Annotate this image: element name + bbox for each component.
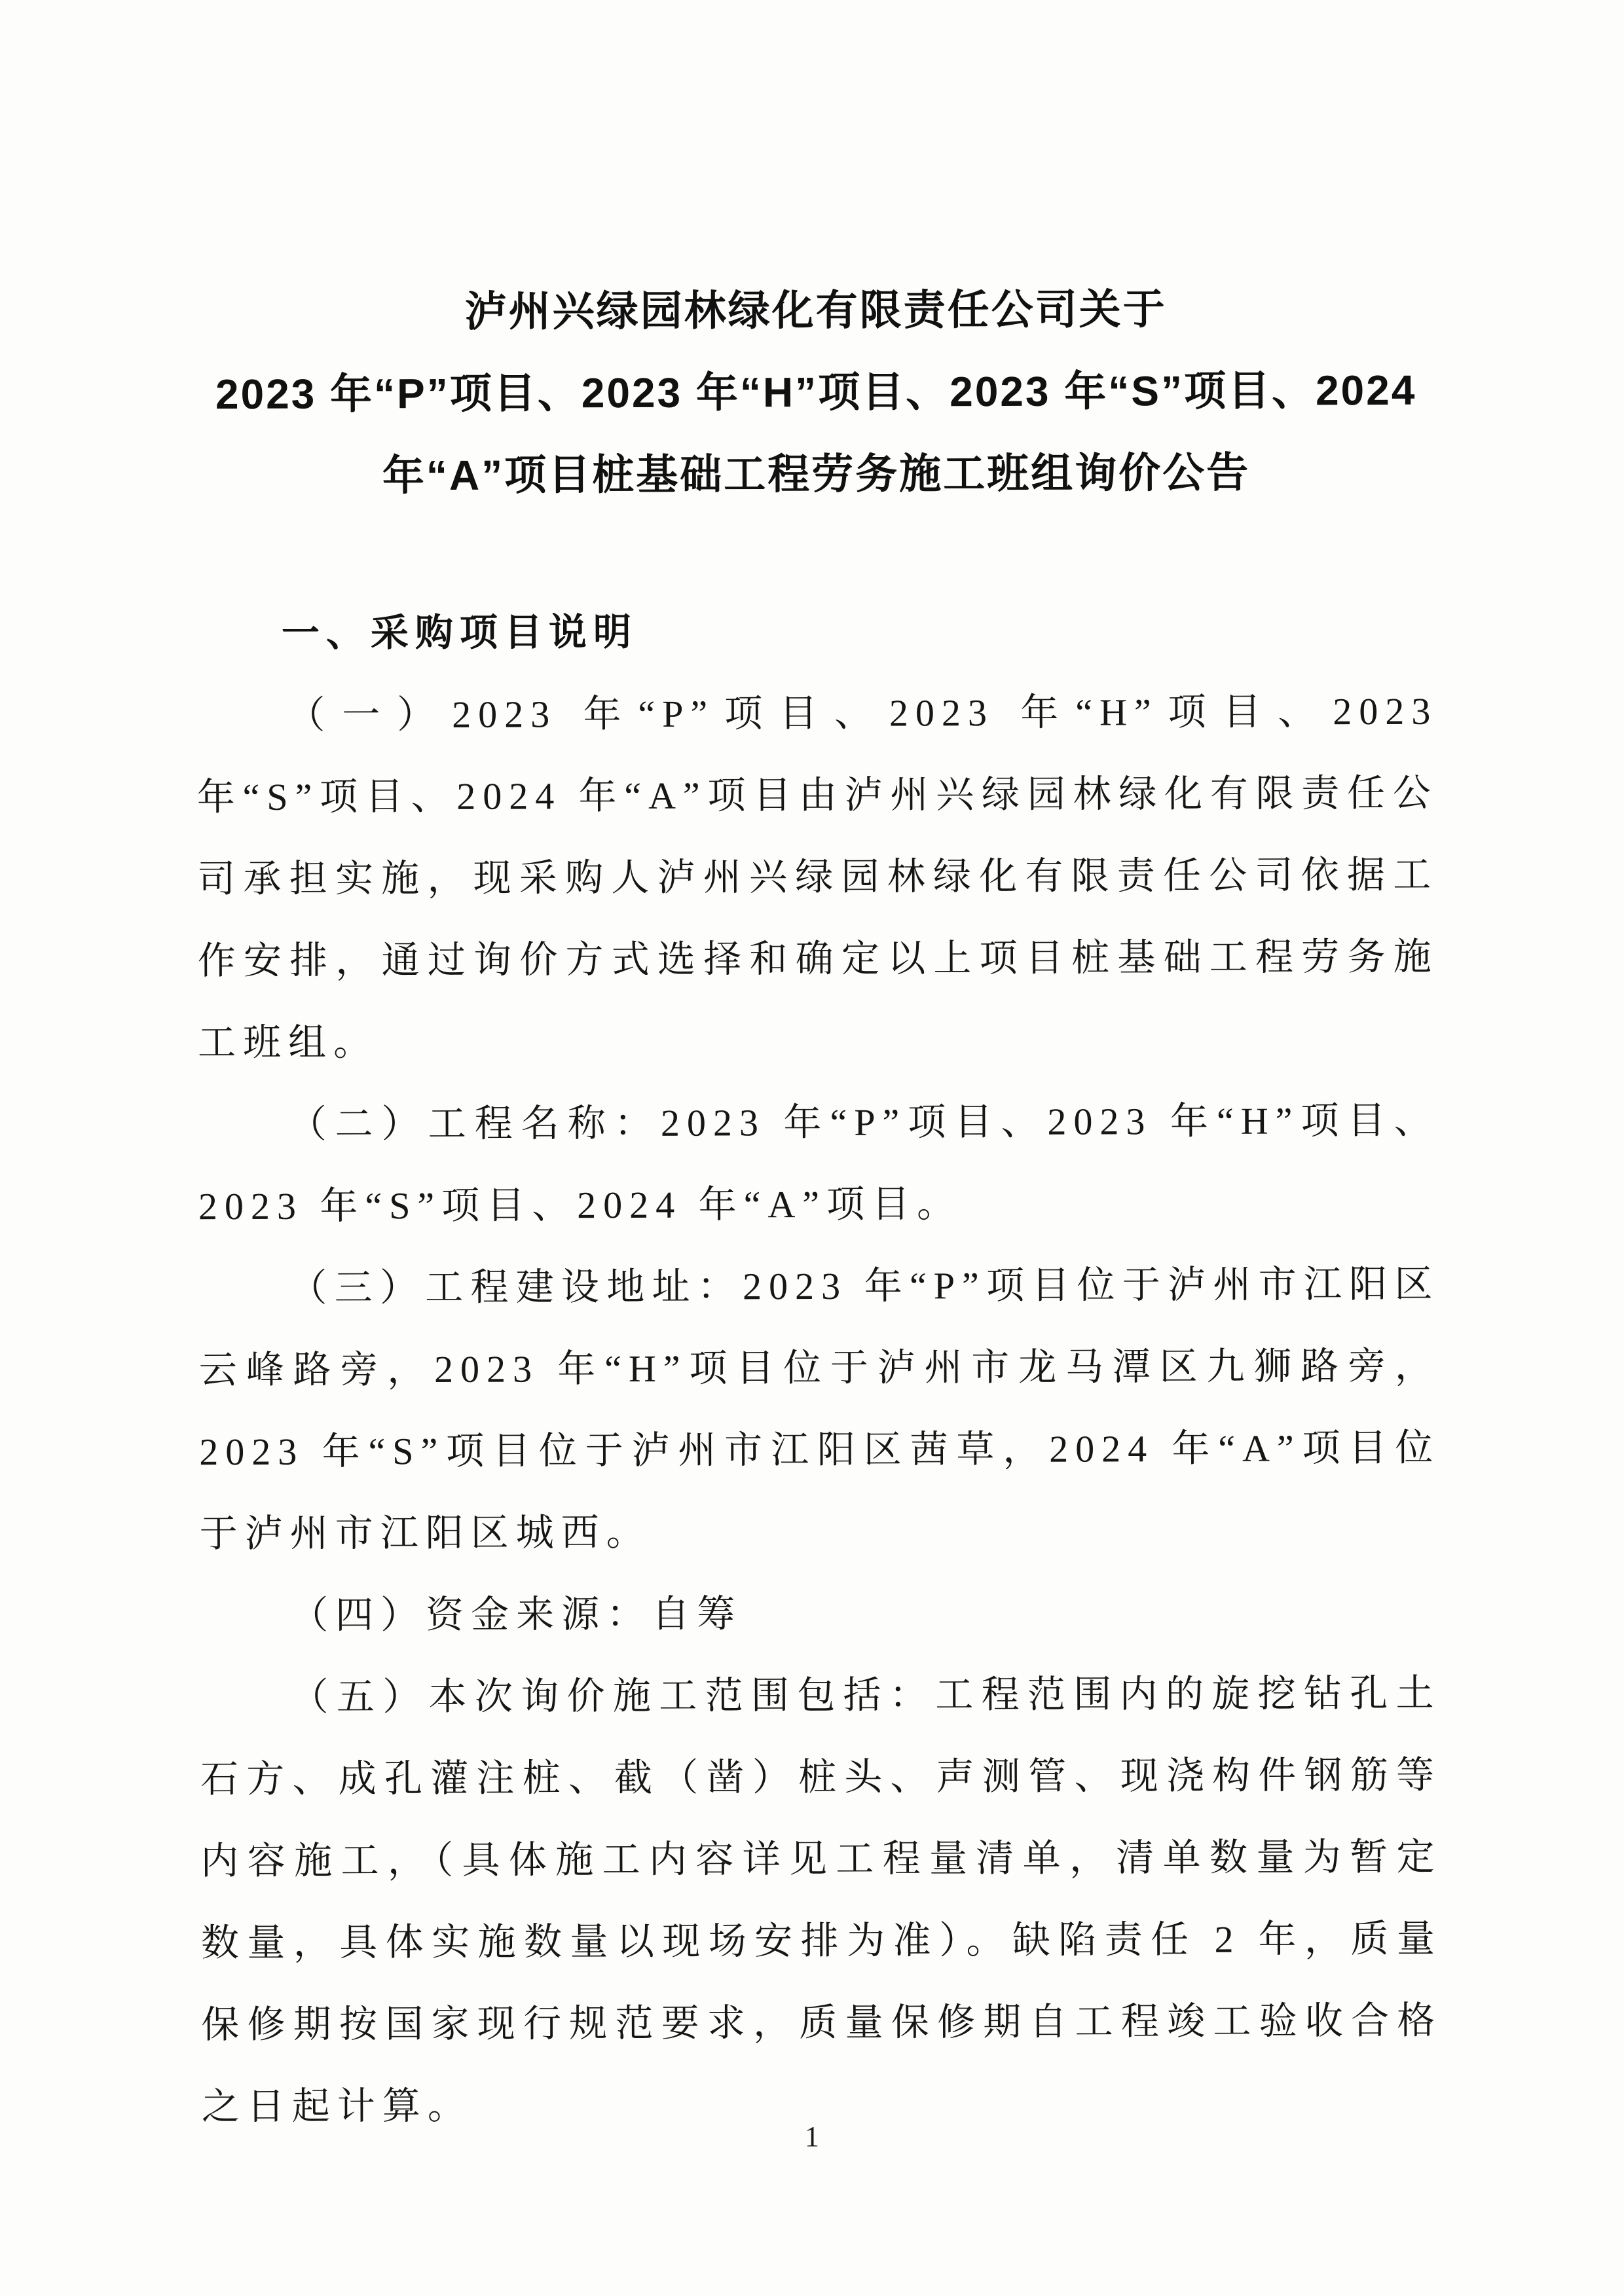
document-title [195, 268, 1437, 518]
section-heading-procurement-description: 一、采购项目说明 [281, 610, 638, 655]
body-paragraph-1: （一）2023 年“P”项目、2023 年“H”项目、2023 年“S”项目、2024 年“A”项目由泸州兴绿园林绿化有限责任公司承担实施，现采购人泸州兴绿园林绿化有限责任公司依据工作安排，通过询价方式选择和确定以上项目桩基础工程劳务施工班组。 [196, 689, 1439, 1065]
document-title-line-1: 泸州兴绿园林绿化有限责任公司关于 [464, 285, 1167, 335]
body-paragraph-4: （四）资金来源：自筹 [290, 1592, 743, 1637]
body-paragraph-2: （二）工程名称：2023 年“P”项目、2023 年“H”项目、2023 年“S”项目、2024 年“A”项目。 [198, 1099, 1439, 1228]
body-paragraph-5: （五）本次询价施工范围包括：工程范围内的旋挖钻孔土石方、成孔灌注桩、截（凿）桩头、声测管、现浇构件钢筋等内容施工，（具体施工内容详见工程量清单，清单数量为暂定数量，具体实施数量以现场安排为准）。缺陷责任 2 年，质量保修期按国家现行规范要求，质量保修期自工程竣工验收合格之日起计算。 [200, 1671, 1443, 2128]
document-title-line-2: 2023 年“P”项目、2023 年“H”项目、2023 年“S”项目、2024 [215, 366, 1417, 418]
body-paragraph-3: （三）工程建设地址：2023 年“P”项目位于泸州市江阳区云峰路旁，2023 年“H”项目位于泸州市龙马潭区九狮路旁，2023 年“S”项目位于泸州市江阳区茜草，2024 年“A”项目位于泸州市江阳区城西。 [198, 1262, 1441, 1556]
page-number: 1 [805, 2121, 819, 2153]
page-content [195, 268, 1443, 2148]
document-title-line-3: 年“A”项目桩基础工程劳务施工班组询价公告 [382, 448, 1251, 500]
